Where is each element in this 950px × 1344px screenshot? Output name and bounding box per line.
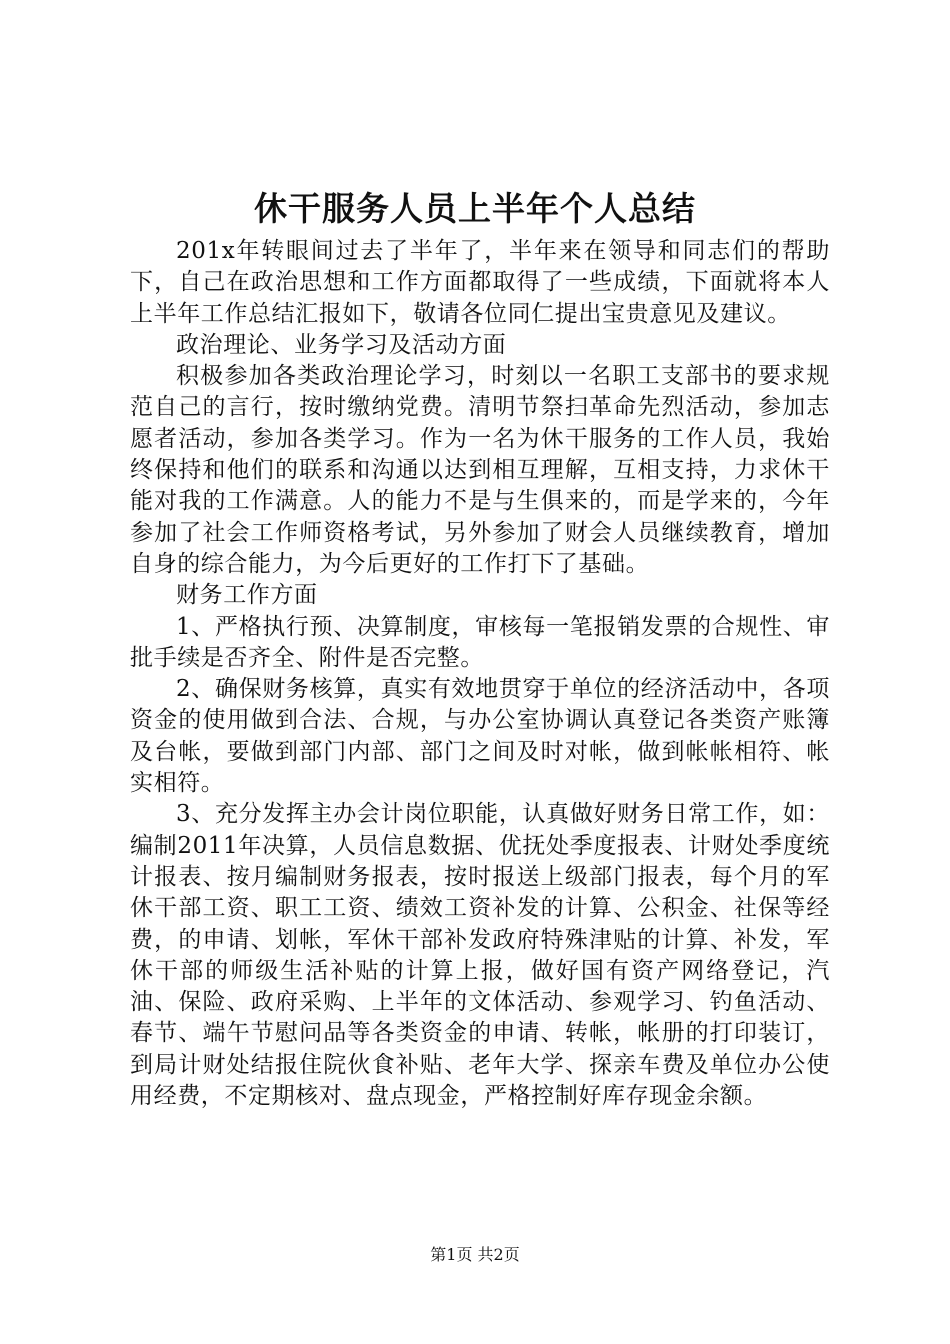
intro-paragraph: 201x年转眼间过去了半年了，半年来在领导和同志们的帮助下，自己在政治思想和工作方面都取得了一些成绩，下面就将本人上半年工作总结汇报如下，敬请各位同仁提出宝贵意见及建议。 [130, 238, 830, 327]
politics-paragraph: 积极参加各类政治理论学习，时刻以一名职工支部书的要求规范自己的言行，按时缴纳党费。清明节祭扫革命先烈活动，参加志愿者活动，参加各类学习。作为一名为休干服务的工作人员，我始终保持和他们的联系和沟通以达到相互理解，互相支持，力求休干能对我的工作满意。人的能力不是与生俱来的，而是学来的，今年参加了社会工作师资格考试，另外参加了财会人员继续教育，增加自身的综合能力，为今后更好的工作打下了基础。 [130, 363, 830, 577]
page-footer: 第1页 共2页 [430, 1245, 520, 1264]
finance-item-3: 3、充分发挥主办会计岗位职能，认真做好财务日常工作，如：编制2011年决算，人员信息数据、优抚处季度报表、计财处季度统计报表、按月编制财务报表，按时报送上级部门报表，每个月的军休干部工资、职工工资、绩效工资补发的计算、公积金、社保等经费，的申请、划帐，军休干部补发政府特殊津贴的计算、补发，军休干部的师级生活补贴的计算上报，做好国有资产网络登记，汽油、保险、政府采购、上半年的文体活动、参观学习、钓鱼活动、春节、端午节慰问品等各类资金的申请、转帐，帐册的打印装订，到局计财处结报住院伙食补贴、老年大学、探亲车费及单位办公使用经费，不定期核对、盘点现金，严格控制好库存现金余额。 [130, 801, 830, 1110]
document-body [130, 236, 830, 1112]
document-title: 休干服务人员上半年个人总结 [254, 189, 696, 228]
finance-item-2: 2、确保财务核算，真实有效地贯穿于单位的经济活动中，各项资金的使用做到合法、合规，与办公室协调认真登记各类资产账簿及台帐，要做到部门内部、部门之间及时对帐，做到帐帐相符、帐实相符。 [130, 676, 830, 797]
section-heading-finance: 财务工作方面 [176, 582, 318, 609]
finance-item-1: 1、严格执行预、决算制度，审核每一笔报销发票的合规性、审批手续是否齐全、附件是否完整。 [130, 613, 830, 671]
section-heading-politics: 政治理论、业务学习及活动方面 [176, 331, 507, 358]
